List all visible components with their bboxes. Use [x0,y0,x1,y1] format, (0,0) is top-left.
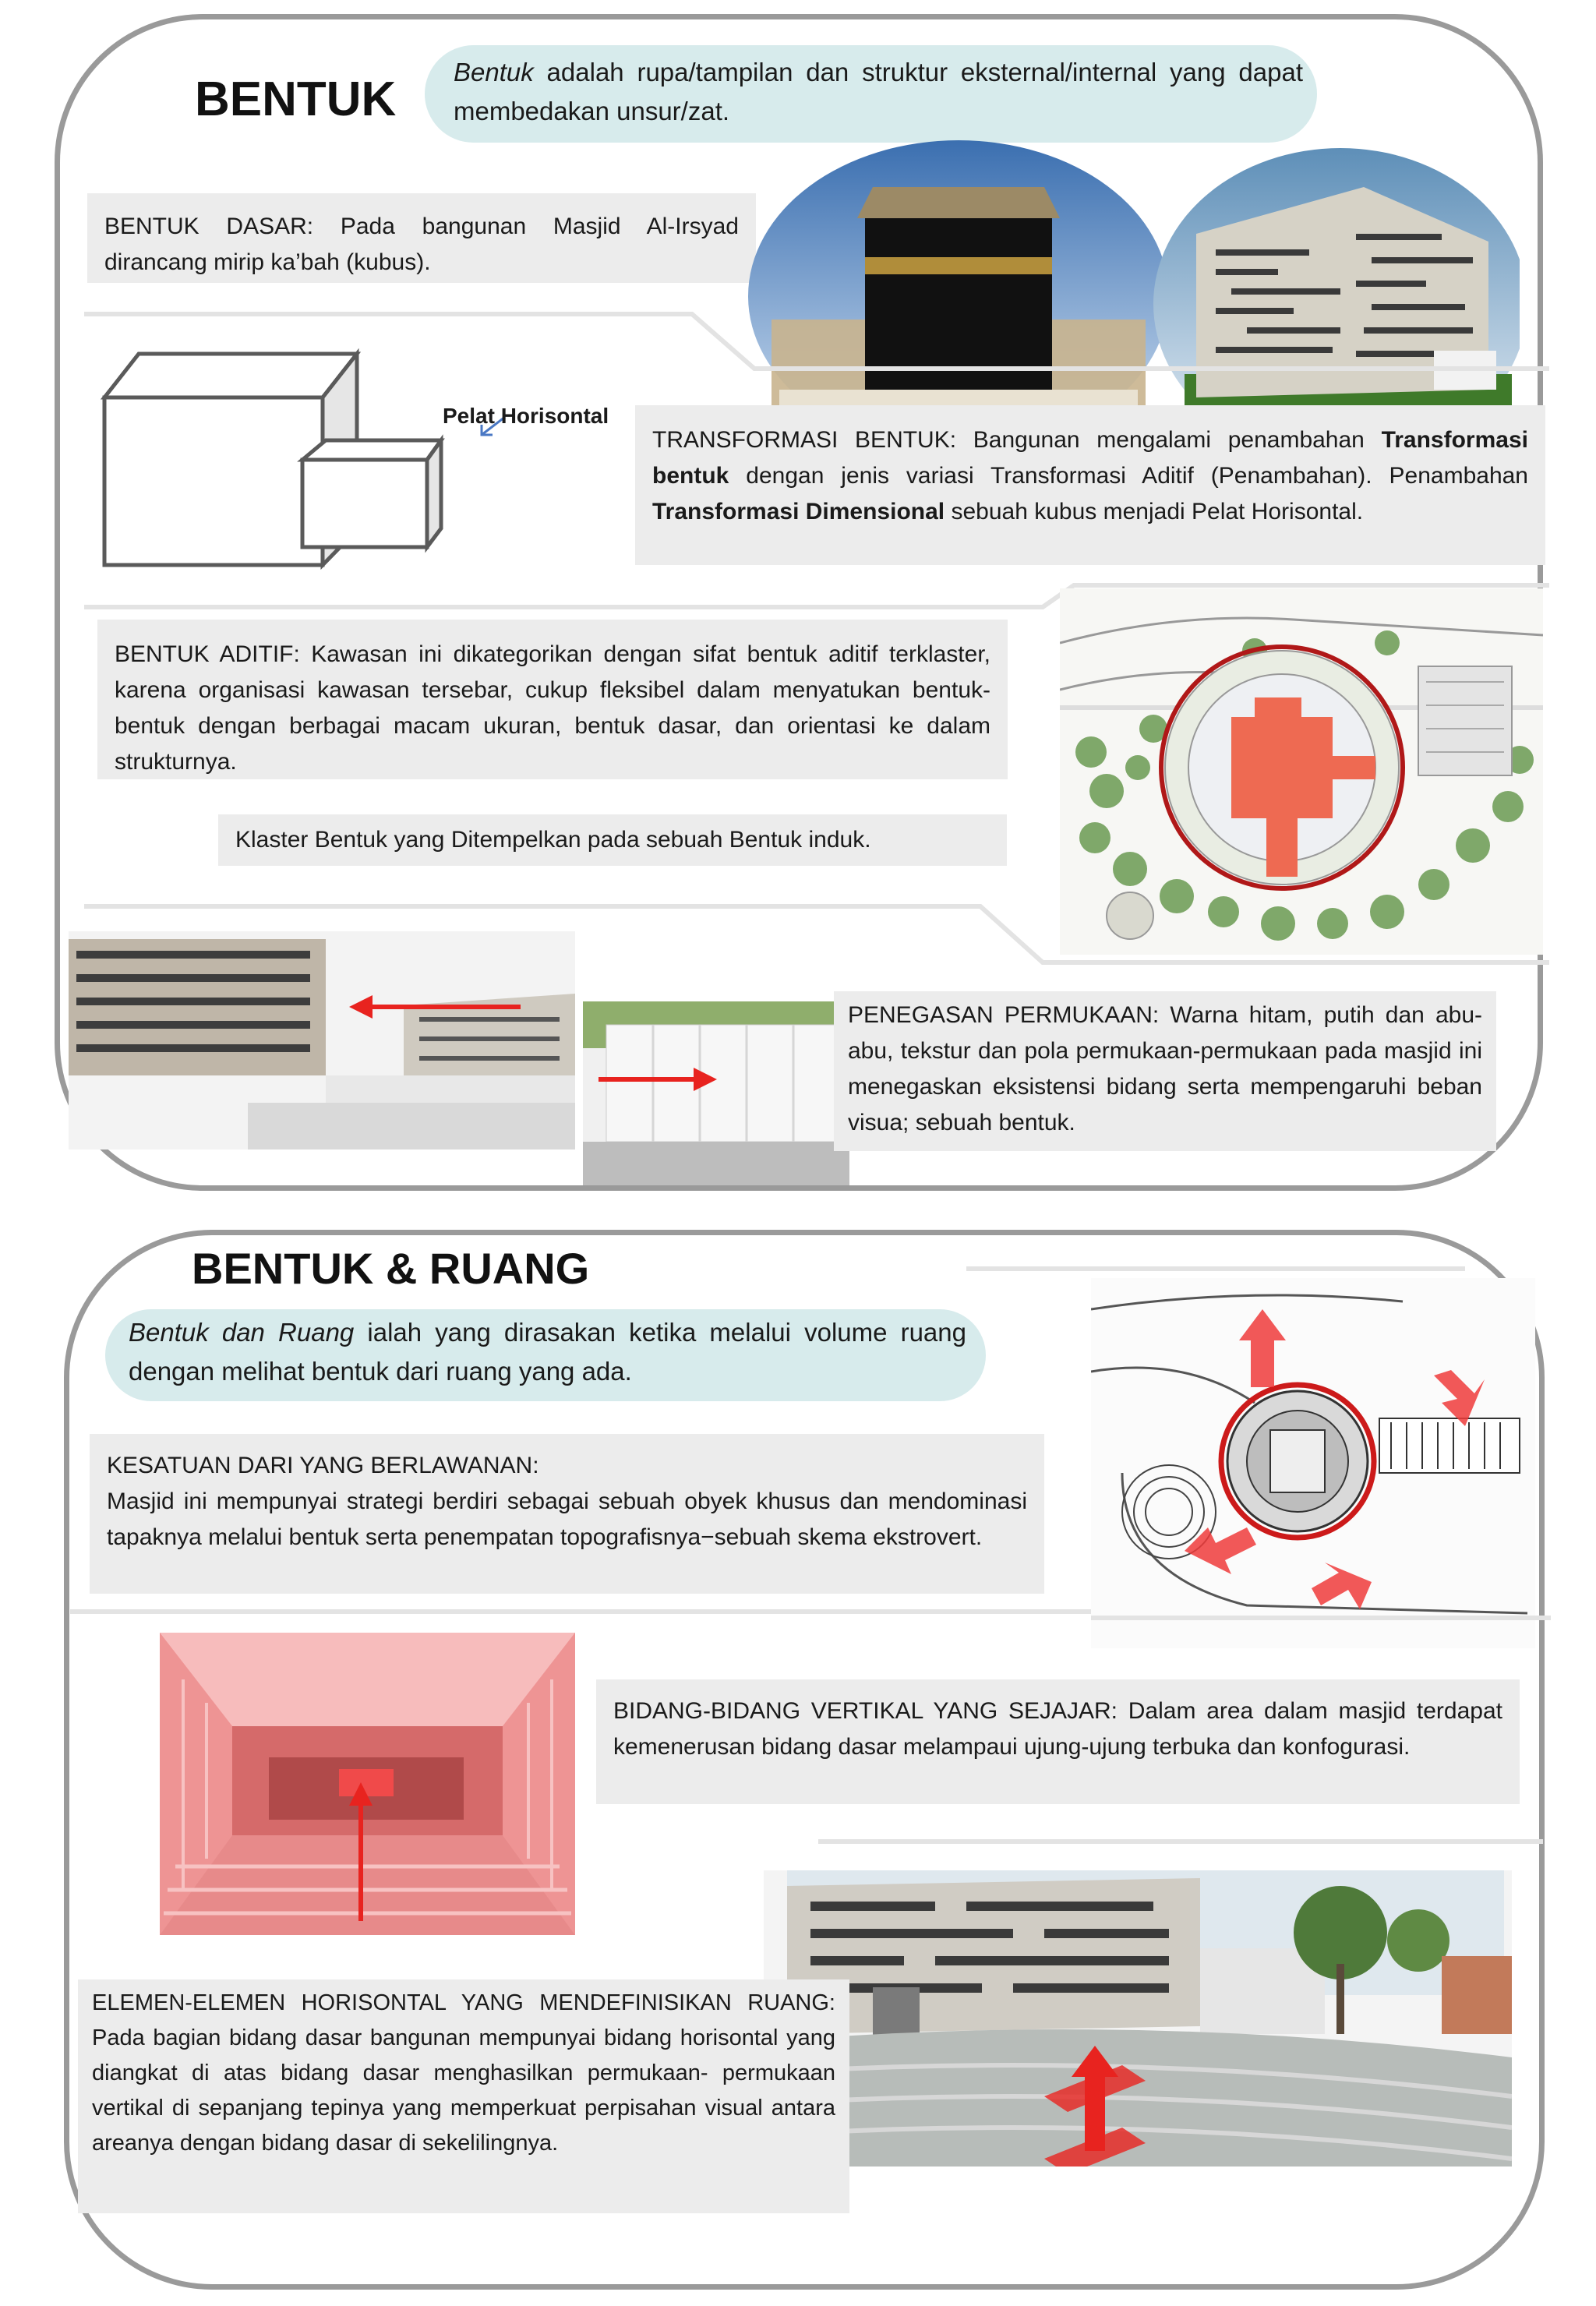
plaza-steps-photo [764,1870,1512,2167]
bentuk-ruang-title: BENTUK & RUANG [192,1244,590,1293]
kesatuan-body: Masjid ini mempunyai strategi berdiri sebagai sebuah obyek khusus dan mendominasi tapaknya melalui bentuk serta penempatan topografisnya−sebuah skema ekstrovert. [107,1488,1027,1550]
transformasi-b1: Transformasi bentuk [652,427,1528,489]
bentuk-ruang-intro-text: ialah yang dirasakan ketika melalui volume ruang dengan melihat bentuk dari ruang yang ada. [129,1318,966,1386]
bentuk-aditif-text: BENTUK ADITIF: Kawasan ini dikategorikan dengan sifat bentuk aditif terklaster, karena organisasi kawasan tersebar, cukup fleksibel dalam menyatukan bentuk-bentuk dengan berbagai macam ukuran, bentuk dasar, dan orientasi ke dalam strukturnya. [97,620,1008,779]
interior-hall-photo [160,1633,575,1935]
cube-transformation-diagram [92,343,653,577]
kesatuan-text [90,1434,1044,1594]
transformasi-b2: Transformasi Dimensional [652,499,945,524]
white-wall-photo [583,1001,849,1185]
bidang-vertikal-text: BIDANG-BIDANG VERTIKAL YANG SEJAJAR: Dalam area dalam masjid terdapat kemenerusan bidang dasar melampaui ujung-ujung terbuka dan konfogurasi. [596,1679,1520,1804]
divider-line [70,1605,1551,1624]
transformasi-p3: sebuah kubus menjadi Pelat Horisontal. [945,499,1364,524]
klaster-caption: Klaster Bentuk yang Ditempelkan pada sebuah Bentuk induk. [218,814,1007,866]
divider-line [966,1262,1465,1278]
pelat-horisontal-label: Pelat Horisontal [443,404,609,428]
divider-line [818,1835,1543,1851]
facade-photo [69,931,575,1149]
bentuk-intro [454,53,1303,131]
bentuk-ruang-intro [129,1313,966,1391]
kesatuan-heading: KESATUAN DARI YANG BERLAWANAN: [107,1453,539,1478]
transformasi-bentuk-text [635,405,1545,565]
transformasi-p1: TRANSFORMASI BENTUK: Bangunan mengalami penambahan [652,427,1382,453]
bentuk-dasar-text: BENTUK DASAR: Pada bangunan Masjid Al-Irsyad dirancang mirip ka’bah (kubus). [87,193,756,283]
transformasi-p2: dengan jenis variasi Transformasi Aditif (Penambahan). Penambahan [729,463,1528,489]
penegasan-permukaan-text: PENEGASAN PERMUKAAN: Warna hitam, putih dan abu-abu, tekstur dan pola permukaan-permukaan pada masjid ini menegaskan eksistensi bidang serta mempengaruhi beban visua; sebuah bentuk. [834,991,1496,1151]
bentuk-intro-text: adalah rupa/tampilan dan struktur eksternal/internal yang dapat membedakan unsur/zat. [454,58,1303,125]
bentuk-intro-term: Bentuk [454,58,534,87]
elemen-horisontal-text: ELEMEN-ELEMEN HORISONTAL YANG MENDEFINISIKAN RUANG: Pada bagian bidang dasar bangunan mempunyai bidang horisontal yang diangkat di atas bidang dasar menghasilkan permukaan- permukaan vertikal di sepanjang tepinya yang memperkuat perpisahan visual antara areanya dengan bidang dasar di sekelilingnya. [78,1979,849,2213]
bentuk-ruang-intro-term: Bentuk dan Ruang [129,1318,355,1347]
site-plan-arrows-image [1091,1278,1535,1648]
bentuk-title: BENTUK [195,72,397,126]
